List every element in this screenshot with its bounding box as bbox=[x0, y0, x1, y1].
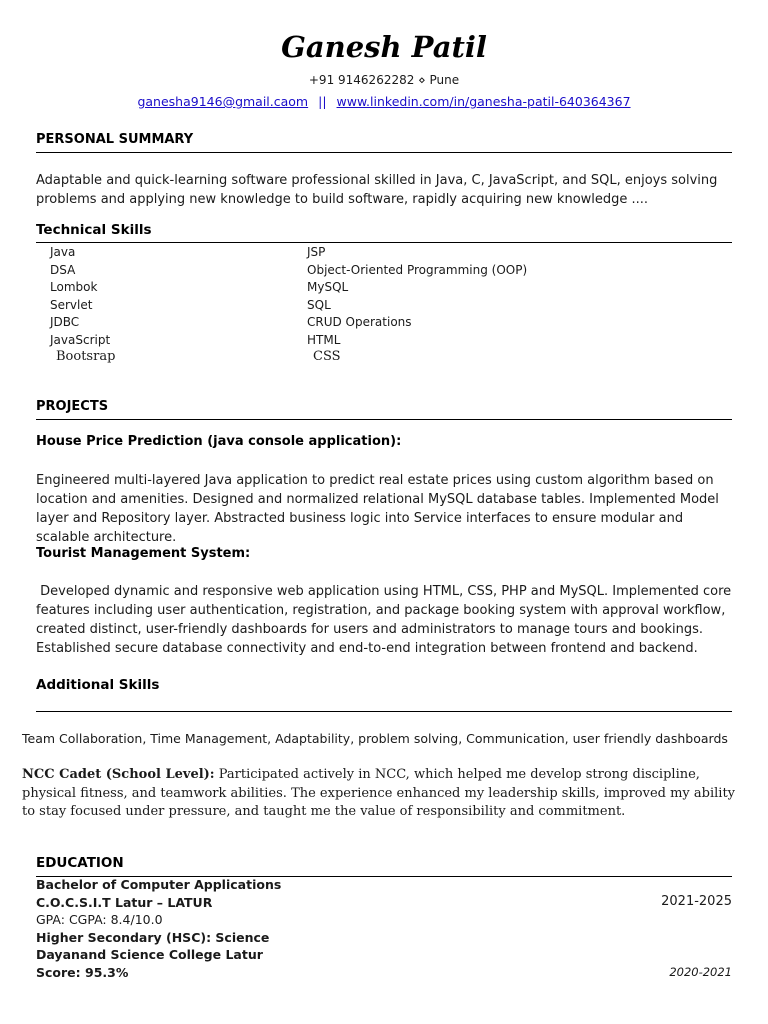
ncc-paragraph bbox=[22, 766, 748, 822]
skill-item: Servlet bbox=[50, 297, 93, 312]
skill-item: JSP bbox=[307, 245, 326, 259]
skill-item: JDBC bbox=[50, 315, 80, 329]
skill-item: HTML bbox=[307, 332, 341, 347]
college-years: 2021-2025 bbox=[661, 894, 732, 909]
skill-item: JavaScript bbox=[50, 332, 111, 347]
hsc-years: 2020-2021 bbox=[669, 965, 732, 979]
contact-separator: || bbox=[318, 94, 327, 109]
linkedin-link[interactable]: www.linkedin.com/in/ganesha-patil-640364367 bbox=[336, 94, 631, 109]
summary-heading: PERSONAL SUMMARY bbox=[36, 132, 194, 147]
skill-item: CRUD Operations bbox=[307, 315, 412, 329]
projects-heading: PROJECTS bbox=[36, 399, 109, 414]
skills-left-column bbox=[36, 244, 110, 349]
contact-links bbox=[0, 94, 768, 109]
project-description: Engineered multi-layered Java application to predict real estate prices using custom algorithm based on location and amenities. Designed and normalized relational MySQL database tables. Implemented Model layer and Repository layer. Abstracted business logic into Service interfaces to ensure modular and scalable architecture. bbox=[36, 473, 719, 545]
skill-extra-left: Bootsrap bbox=[56, 349, 116, 364]
skills-right-column bbox=[293, 244, 527, 349]
summary-text: Adaptable and quick-learning software professional skilled in Java, C, JavaScript, and SQL, enjoys solving problems and applying new knowledge to build software, rapidly acquiring new knowledge .... bbox=[36, 173, 718, 207]
skill-item: SQL bbox=[307, 297, 331, 312]
hsc-score: Score: 95.3% bbox=[36, 964, 129, 980]
email-link[interactable]: ganesha9146@gmail.caom bbox=[137, 94, 309, 109]
hsc-name: Higher Secondary (HSC): Science bbox=[36, 929, 270, 945]
skill-item: Lombok bbox=[50, 280, 98, 294]
skills-divider bbox=[36, 242, 732, 243]
skill-item: Java bbox=[50, 245, 76, 259]
skill-item: MySQL bbox=[307, 280, 349, 294]
skill-extra-right: CSS bbox=[313, 349, 341, 364]
ncc-text: Participated actively in NCC, which helped me develop strong discipline, physical fitness, and teamwork abilities. The experience enhanced my leadership skills, improved my ability to stay focused under pressure, and taught me the value of responsibility and commitment. bbox=[22, 767, 736, 819]
college-name: C.O.C.S.I.T Latur – LATUR bbox=[36, 894, 213, 910]
phone-location: +91 9146262282 ⋄ Pune bbox=[308, 73, 460, 87]
projects-divider bbox=[36, 419, 732, 420]
project-description: Developed dynamic and responsive web application using HTML, CSS, PHP and MySQL. Implemented core features including user authentication, registration, and package booking system with approval workflow, created distinct, user-friendly dashboards for users and administrators to manage tours and bookings. Established secure database connectivity and end-to-end integration between frontend and backend. bbox=[36, 584, 736, 656]
additional-divider bbox=[36, 711, 732, 712]
resume-name: Ganesh Patil bbox=[281, 30, 487, 64]
gpa-value: GPA: CGPA: 8.4/10.0 bbox=[36, 912, 163, 928]
skill-item: Object-Oriented Programming (OOP) bbox=[307, 262, 528, 277]
education-details bbox=[36, 876, 281, 982]
additional-skills-text: Team Collaboration, Time Management, Adaptability, problem solving, Communication, user friendly dashboards bbox=[22, 731, 728, 746]
project-title: House Price Prediction (java console application): bbox=[36, 434, 402, 449]
ncc-label: NCC Cadet (School Level): bbox=[22, 767, 215, 782]
additional-heading: Additional Skills bbox=[36, 677, 160, 693]
skill-item: DSA bbox=[50, 262, 76, 277]
summary-divider bbox=[36, 152, 732, 153]
education-heading: EDUCATION bbox=[36, 855, 124, 871]
project-title: Tourist Management System: bbox=[36, 546, 251, 561]
skills-heading: Technical Skills bbox=[36, 222, 152, 238]
hsc-college-name: Dayanand Science College Latur bbox=[36, 947, 263, 963]
degree-name: Bachelor of Computer Applications bbox=[36, 877, 282, 892]
